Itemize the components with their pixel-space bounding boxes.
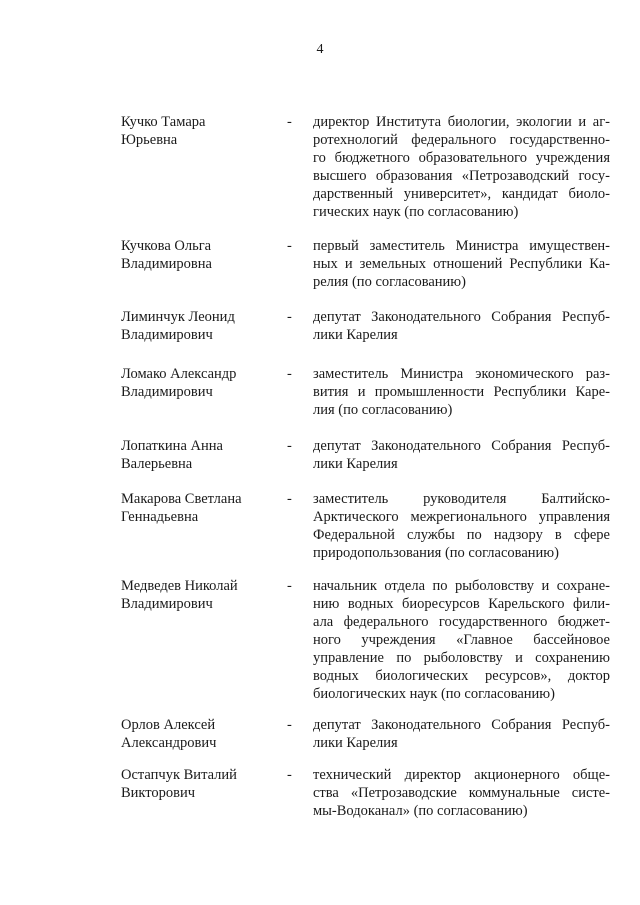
member-name: Медведев Николай Владимирович <box>121 578 238 612</box>
member-entry <box>0 237 640 308</box>
member-name: Орлов Алексей Александрович <box>121 717 217 751</box>
member-name: Ломако Александр Владимирович <box>121 366 237 400</box>
member-position: первый заместитель Министра имуществен- ных и земельных отношений Республики Ка- релия (по согласованию) <box>313 238 610 290</box>
member-entry <box>0 113 640 237</box>
member-entry <box>0 437 640 490</box>
member-name: Макарова Светлана Геннадьевна <box>121 491 242 525</box>
page-number: 4 <box>316 42 324 57</box>
member-name: Кучко Тамара Юрьевна <box>121 114 206 148</box>
separator-dash: - <box>287 491 292 507</box>
separator-dash: - <box>287 438 292 454</box>
member-entry <box>0 716 640 766</box>
member-position: депутат Законодательного Собрания Респуб- лики Карелия <box>313 309 610 343</box>
member-position: директор Института биологии, экологии и аг- ротехнологий федерального государственно- го бюджетного образовательного учреждения высшего образования «Петрозаводский госу- дарственный университет», кандидат биоло- гических наук (по согласованию) <box>313 114 610 220</box>
member-entry <box>0 365 640 437</box>
separator-dash: - <box>287 366 292 382</box>
member-entry <box>0 308 640 365</box>
separator-dash: - <box>287 114 292 130</box>
member-entry <box>0 577 640 716</box>
member-entry <box>0 490 640 577</box>
member-name: Кучкова Ольга Владимировна <box>121 238 212 272</box>
separator-dash: - <box>287 717 292 733</box>
member-name: Остапчук Виталий Викторович <box>121 767 237 801</box>
separator-dash: - <box>287 767 292 783</box>
member-entry <box>0 766 640 826</box>
separator-dash: - <box>287 238 292 254</box>
member-name: Лиминчук Леонид Владимирович <box>121 309 235 343</box>
member-position: заместитель руководителя Балтийско- Арктического межрегионального управления Федеральной службы по надзору в сфере природопользования (по согласованию) <box>313 491 610 561</box>
separator-dash: - <box>287 578 292 594</box>
separator-dash: - <box>287 309 292 325</box>
member-name: Лопаткина Анна Валерьевна <box>121 438 223 472</box>
member-list <box>0 113 640 826</box>
member-position: технический директор акционерного обще- ства «Петрозаводские коммунальные систе- мы-Водоканал» (по согласованию) <box>313 767 610 819</box>
member-position: депутат Законодательного Собрания Респуб- лики Карелия <box>313 717 610 751</box>
member-position: начальник отдела по рыболовству и сохране- нию водных биоресурсов Карельского фили- ала федерального государственного бюджет- ного учреждения «Главное бассейновое управление по рыболовству и сохранению водных биологических ресурсов», доктор биологических наук (по согласованию) <box>313 578 610 702</box>
member-position: заместитель Министра экономического раз- вития и промышленности Республики Каре- лия (по согласованию) <box>313 366 610 418</box>
member-position: депутат Законодательного Собрания Респуб- лики Карелия <box>313 438 610 472</box>
